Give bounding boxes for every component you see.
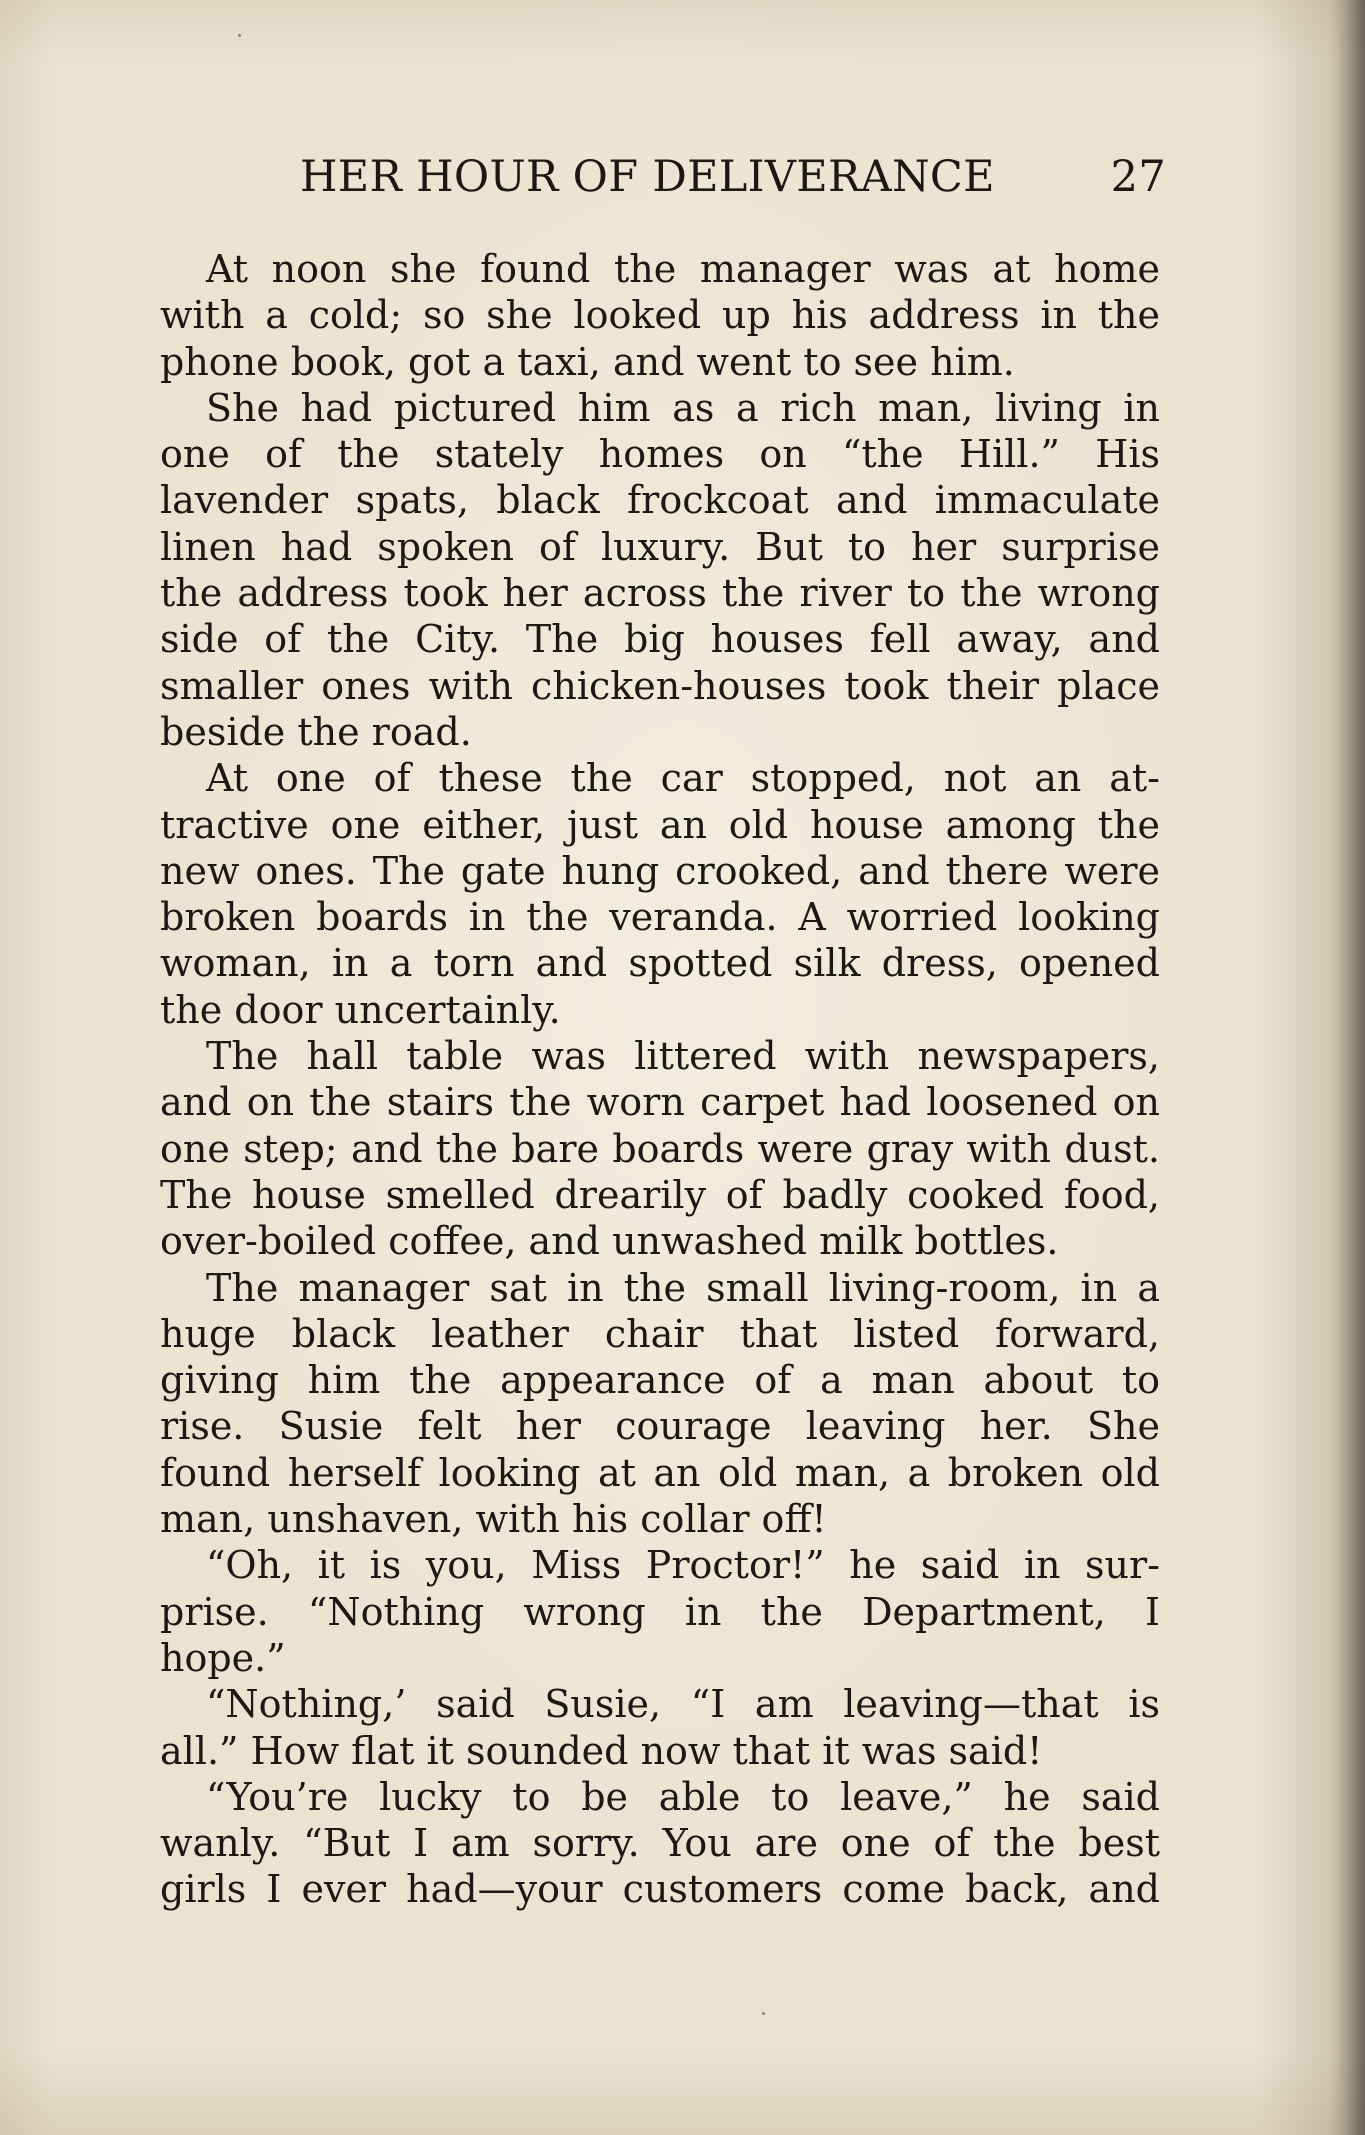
text-line: lavender spats, black frockcoat and immaculate [160,478,1160,523]
paper-speck [762,2012,765,2015]
text-line: linen had spoken of luxury. But to her surprise [160,524,1160,569]
text-line: broken boards in the veranda. A worried looking [160,895,1160,940]
text-line: smaller ones with chicken-houses took their place [160,663,1160,708]
running-header [300,152,1166,202]
text-line: The house smelled drearily of badly cooked food, [160,1172,1160,1217]
paragraph [160,1681,1160,1774]
text-line: girls I ever had—your customers come back, and [160,1867,1160,1912]
paragraph [160,246,1160,385]
text-line: and on the stairs the worn carpet had loosened on [160,1080,1160,1125]
page-edge-shadow [1329,0,1365,2135]
text-line: giving him the appearance of a man about to [160,1358,1160,1403]
text-line: “Oh, it is you, Miss Proctor!” he said in sur- [206,1543,1160,1588]
text-line: huge black leather chair that listed forward, [160,1311,1160,1356]
text-line: found herself looking at an old man, a broken old [160,1450,1160,1495]
text-line: side of the City. The big houses fell away, and [160,617,1160,662]
text-line: The hall table was littered with newspapers, [206,1034,1160,1079]
text-line: with a cold; so she looked up his address in the [160,293,1160,338]
text-line: phone book, got a taxi, and went to see him. [160,339,1015,384]
text-line: over-boiled coffee, and unwashed milk bottles. [160,1219,1059,1264]
text-line: the address took her across the river to the wrong [160,571,1160,616]
text-line: all.” How flat it sounded now that it was said! [160,1728,1043,1773]
text-line: wanly. “But I am sorry. You are one of the best [160,1821,1160,1866]
page-number: 27 [1110,152,1166,202]
text-line: The manager sat in the small living-room, in a [206,1265,1160,1310]
paragraph [160,385,1160,755]
text-line: prise. “Nothing wrong in the Department, I [160,1589,1160,1634]
text-line: rise. Susie felt her courage leaving her. She [160,1404,1160,1449]
paragraph [160,755,1160,1033]
text-line: hope.” [160,1635,286,1680]
text-line: At noon she found the manager was at home [206,247,1160,291]
text-line: tractive one either, just an old house among the [160,802,1160,847]
paper-speck [238,34,241,37]
body-text [160,246,1160,1913]
paragraph [160,1774,1160,1913]
text-line: the door uncertainly. [160,987,561,1032]
text-line: one of the stately homes on “the Hill.” His [160,432,1160,477]
text-line: woman, in a torn and spotted silk dress, opened [160,941,1160,986]
text-line: She had pictured him as a rich man, living in [206,385,1160,430]
running-title: HER HOUR OF DELIVERANCE [300,152,995,202]
text-line: “Nothing,’ said Susie, “I am leaving—that is [206,1682,1160,1727]
text-line: new ones. The gate hung crooked, and there were [160,848,1160,893]
text-line: man, unshaven, with his collar off! [160,1497,827,1542]
text-line: beside the road. [160,709,472,754]
paragraph [160,1542,1160,1681]
paragraph [160,1033,1160,1264]
paragraph [160,1265,1160,1543]
text-line: At one of these the car stopped, not an at- [206,756,1160,801]
text-line: “You’re lucky to be able to leave,” he said [206,1774,1160,1819]
text-line: one step; and the bare boards were gray with dust. [160,1126,1160,1171]
